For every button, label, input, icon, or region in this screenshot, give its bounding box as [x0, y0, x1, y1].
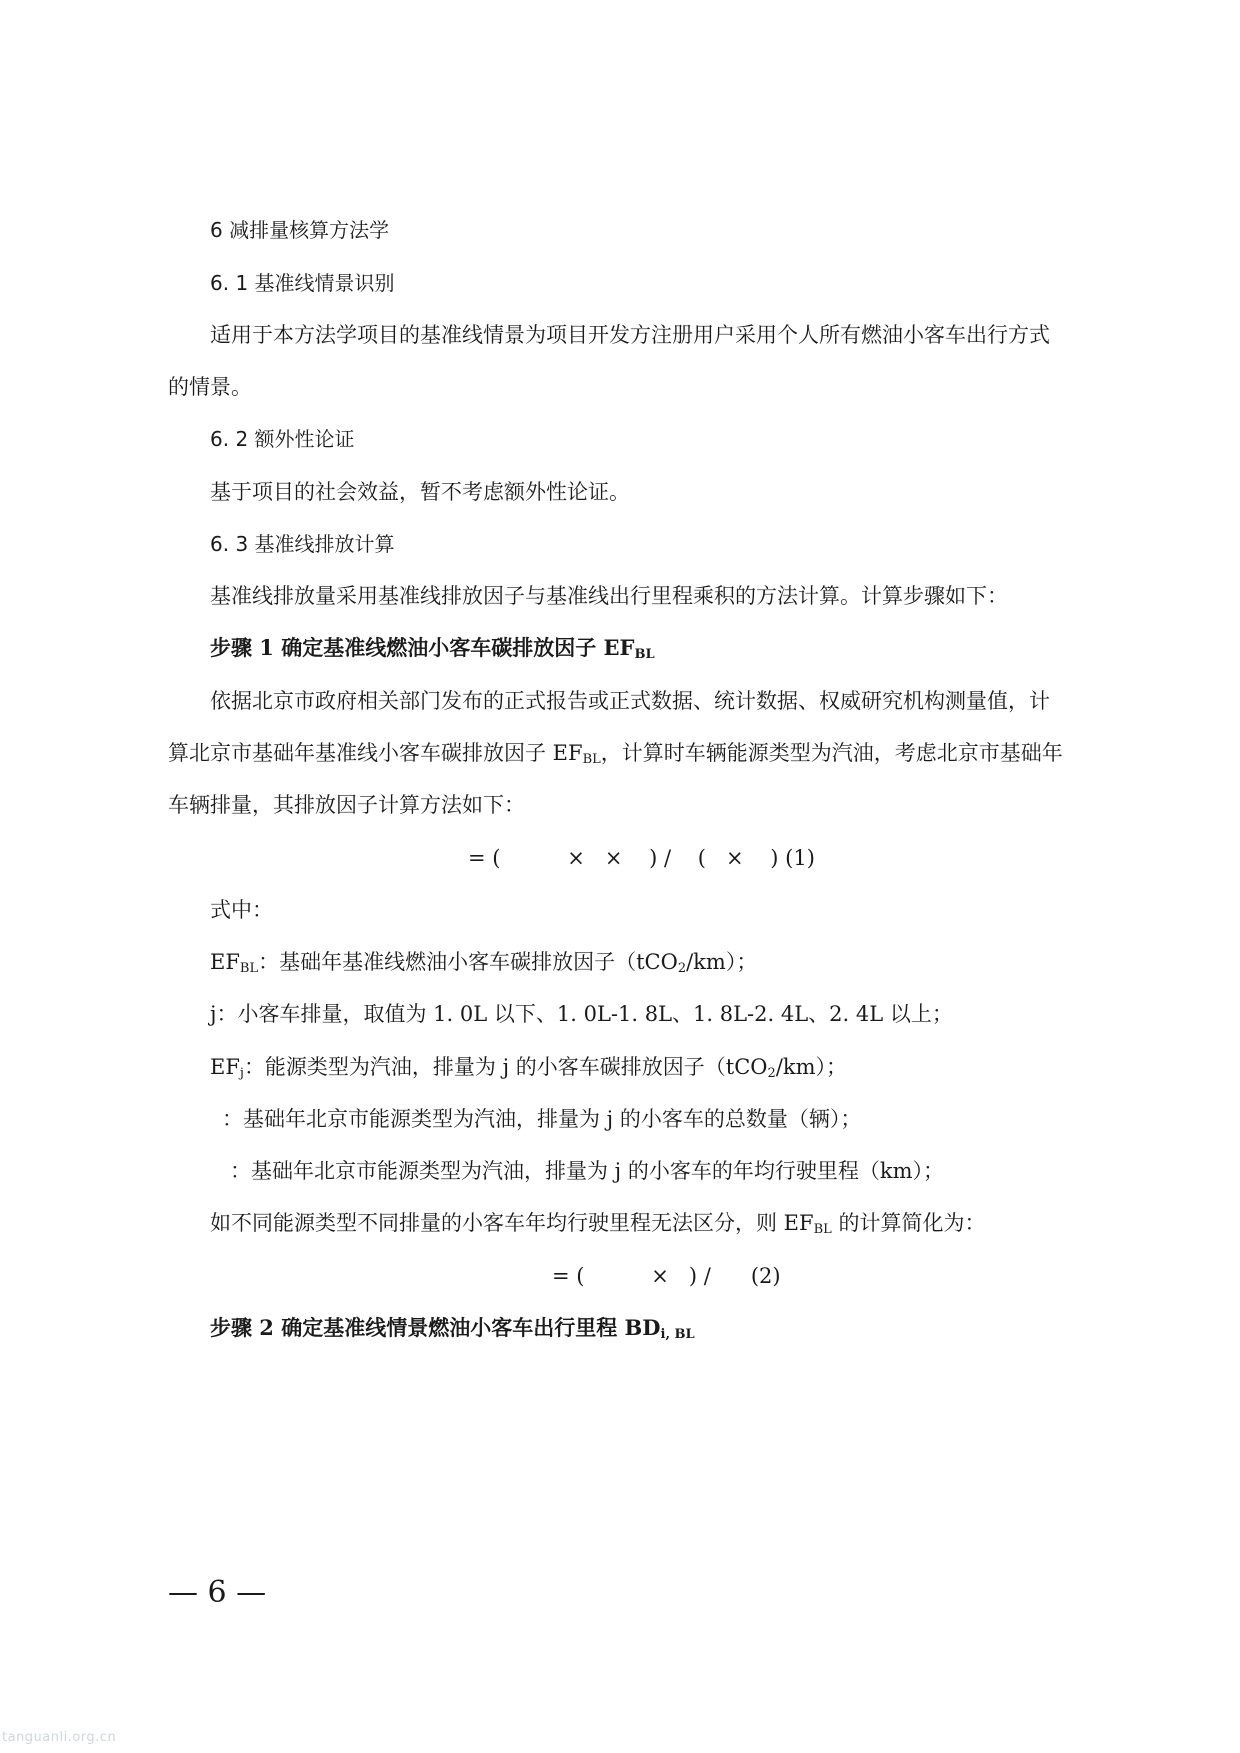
step1-paragraph-line3: 车辆排量，其排放因子计算方法如下： — [168, 793, 525, 817]
simplify-sub: BL — [813, 1222, 832, 1237]
def1-a: EF — [210, 950, 240, 974]
def1-sub2: 2 — [677, 961, 687, 976]
step1-title — [210, 633, 655, 663]
definition-vehicle-count: ：基础年北京市能源类型为汽油，排量为 j 的小客车的总数量（辆）； — [222, 1107, 862, 1131]
step2-title — [210, 1313, 695, 1343]
where-label: 式中： — [210, 898, 273, 922]
def1-sub: BL — [239, 961, 259, 976]
section-6-3-paragraph: 基准线排放量采用基准线排放因子与基准线出行里程乘积的方法计算。计算步骤如下： — [210, 584, 1008, 608]
formula-1: = ( × × ) / ( × ) (1) — [468, 846, 815, 870]
step1-paragraph-line2-a: 算北京市基础年基准线小客车碳排放因子 EF — [168, 741, 583, 765]
formula-2: = ( × ) / (2) — [552, 1264, 781, 1288]
watermark: tanguanli.org.cn — [2, 1730, 117, 1745]
def3-c: /km）； — [775, 1055, 848, 1079]
definition-ef-bl — [210, 947, 757, 977]
section-6-2-paragraph: 基于项目的社会效益，暂不考虑额外性论证。 — [210, 480, 630, 504]
step1-title-subscript: BL — [634, 647, 655, 662]
def3-sub2: 2 — [767, 1066, 776, 1081]
step1-title-text: 步骤 1 确定基准线燃油小客车碳排放因子 EF — [210, 635, 635, 660]
definition-j: j：小客车排量，取值为 1. 0L 以下、1. 0L-1. 8L、1. 8L-2. 4L、2. 4L 以上； — [210, 1002, 953, 1026]
section-6-3-title: 6. 3 基准线排放计算 — [210, 532, 395, 556]
section-6-1-paragraph-line1: 适用于本方法学项目的基准线情景为项目开发方注册用户采用个人所有燃油小客车出行方式 — [210, 323, 1050, 347]
step2-title-text: 步骤 2 确定基准线情景燃油小客车出行里程 BD — [210, 1315, 661, 1340]
simplify-b: 的计算简化为： — [831, 1211, 986, 1235]
step2-title-subscript: i, BL — [660, 1327, 695, 1342]
definition-annual-mileage: ：基础年北京市能源类型为汽油，排量为 j 的小客车的年均行驶里程（km）； — [230, 1159, 944, 1183]
simplification-note — [210, 1208, 985, 1238]
section-6-1-title: 6. 1 基准线情景识别 — [210, 271, 395, 295]
section-6-title: 6 减排量核算方法学 — [210, 218, 390, 242]
def3-b: ：能源类型为汽油，排量为 j 的小客车碳排放因子（tCO — [243, 1055, 768, 1079]
step1-paragraph-line2 — [168, 738, 1063, 768]
step1-paragraph-line1: 依据北京市政府相关部门发布的正式报告或正式数据、统计数据、权威研究机构测量值，计 — [210, 689, 1050, 713]
def1-b: ：基础年基准线燃油小客车碳排放因子（tCO — [258, 950, 678, 974]
step1-paragraph-line2-sub: BL — [582, 752, 601, 767]
def3-a: EF — [210, 1055, 240, 1079]
page-number: — 6 — — [168, 1575, 267, 1610]
section-6-2-title: 6. 2 额外性论证 — [210, 427, 355, 451]
section-6-1-paragraph-line2: 的情景。 — [168, 375, 252, 399]
definition-ef-j — [210, 1052, 847, 1082]
def1-c: /km）； — [686, 950, 758, 974]
simplify-a: 如不同能源类型不同排量的小客车年均行驶里程无法区分，则 EF — [210, 1211, 814, 1235]
def3-sub: j — [239, 1066, 244, 1081]
step1-paragraph-line2-b: ，计算时车辆能源类型为汽油，考虑北京市基础年 — [600, 741, 1063, 765]
